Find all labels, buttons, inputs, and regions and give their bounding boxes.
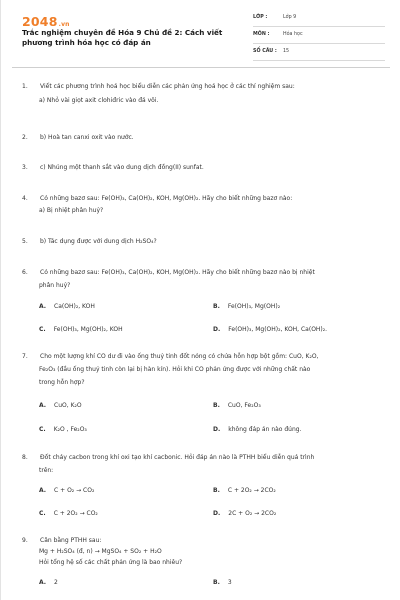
option-text: 2: [54, 579, 58, 586]
question-8-text-line2: trên:: [39, 467, 54, 474]
option-text: 2C + O₂ → 2CO₂: [228, 510, 277, 517]
option-a[interactable]: [39, 486, 94, 496]
option-text: không đáp án nào đúng.: [228, 426, 302, 433]
option-letter: D.: [213, 510, 221, 517]
option-d[interactable]: [213, 325, 327, 335]
question-text: Cân bằng PTHH sau:: [40, 537, 102, 544]
question-number: 4.: [22, 195, 28, 202]
meta-value: 15: [283, 49, 290, 54]
question-text: Có những bazơ sau: Fe(OH)₃, Ca(OH)₂, KOH, Mg(OH)₂. Hãy cho biết những bazơ nào:: [40, 195, 293, 202]
option-c[interactable]: [39, 325, 123, 335]
option-text: Ca(OH)₂, KOH: [54, 303, 95, 310]
question-text: c) Nhúng một thanh sắt vào dung dịch đồng(II) sunfat.: [40, 164, 204, 171]
question-7-text-line3: trong hỗn hợp?: [39, 379, 85, 386]
option-letter: A.: [39, 579, 47, 586]
meta-panel: [253, 13, 385, 64]
option-letter: C.: [39, 326, 46, 333]
option-letter: D.: [213, 426, 221, 433]
option-text: Fe(OH)₃, Mg(OH)₂, KOH: [53, 326, 123, 333]
question-text: b) Tác dụng được với dung dịch H₂SO₄?: [40, 238, 157, 245]
option-a[interactable]: [39, 401, 82, 411]
option-text: C + 2O₂ → 2CO₂: [227, 487, 276, 494]
option-letter: C.: [39, 510, 46, 517]
meta-key: LỚP :: [253, 15, 268, 20]
question-text: Có những bazơ sau: Fe(OH)₃, Ca(OH)₂, KOH, Mg(OH)₂. Hãy cho biết những bazơ nào bị nhiệt: [40, 269, 315, 276]
question-text: Đốt cháy cacbon trong khí oxi tạo khí cacbonic. Hỏi đáp án nào là PTHH biểu diễn quá trình: [40, 454, 315, 461]
option-text: CuO, K₂O: [54, 402, 82, 409]
option-d[interactable]: [213, 425, 302, 435]
document-title: Trắc nghiệm chuyên đề Hóa 9 Chủ đề 2: Cách viết phương trình hóa học có đáp án: [22, 28, 223, 47]
meta-value: Lớp 9: [283, 15, 297, 20]
meta-row-class: [253, 13, 385, 27]
question-number: 8.: [22, 454, 28, 461]
meta-value: Hóa học: [283, 32, 303, 37]
option-c[interactable]: [39, 509, 98, 519]
meta-row-subject: [253, 30, 385, 44]
question-number: 3.: [22, 164, 28, 171]
question-text: b) Hoà tan canxi oxit vào nước.: [40, 134, 134, 141]
question-number: 2.: [22, 134, 28, 141]
option-text: C + O₂ → CO₂: [54, 487, 95, 494]
question-number: 1.: [22, 83, 28, 90]
option-d[interactable]: [213, 509, 276, 519]
option-letter: A.: [39, 303, 47, 310]
option-letter: C.: [39, 426, 46, 433]
option-letter: A.: [39, 402, 47, 409]
option-text: Fe(OH)₃, Mg(OH)₂, KOH, Ca(OH)₂.: [228, 326, 328, 333]
question-6-text-line2: phân huỷ?: [39, 282, 71, 289]
question-text: Cho một lượng khí CO dư đi vào ống thuỷ tinh đốt nóng có chứa hỗn hợp bột gồm: CuO, K₂O,: [40, 353, 319, 360]
option-text: Fe(OH)₃, Mg(OH)₂: [227, 303, 281, 310]
option-text: 3: [227, 579, 232, 586]
question-number: 7.: [22, 353, 28, 360]
question-number: 9.: [22, 537, 28, 544]
option-text: K₂O , Fe₂O₃: [53, 426, 87, 433]
question-number: 5.: [22, 238, 28, 245]
logo-text: 2048: [22, 14, 58, 29]
logo-suffix: .vn: [58, 21, 70, 28]
option-letter: B.: [213, 402, 220, 409]
option-a[interactable]: [39, 302, 95, 312]
question-9-equation: Mg + H₂SO₄ (đ, n) → MgSO₄ + SO₂ + H₂O: [39, 548, 162, 555]
option-letter: A.: [39, 487, 47, 494]
option-b[interactable]: [213, 302, 280, 312]
option-letter: B.: [213, 579, 220, 586]
option-text: CuO, Fe₂O₃: [227, 402, 261, 409]
option-a[interactable]: [39, 578, 58, 588]
question-7-text-line2: Fe₂O₃ (đầu ống thuỷ tinh còn lại bị hàn kín). Hỏi khi CO phản ứng được với những chất nào: [39, 366, 311, 373]
option-letter: B.: [213, 303, 220, 310]
meta-key: MÔN :: [253, 32, 270, 37]
document-header: [1, 0, 400, 62]
option-text: C + 2O₂ → CO₂: [53, 510, 98, 517]
question-1-sub: a) Nhỏ vài giọt axit clohiđric vào đá vôi.: [39, 97, 159, 104]
option-b[interactable]: [213, 578, 232, 588]
meta-row-count: [253, 47, 385, 61]
meta-key: SỐ CÂU :: [253, 49, 277, 54]
option-c[interactable]: [39, 425, 87, 435]
option-letter: B.: [213, 487, 220, 494]
header-divider: [12, 67, 390, 68]
option-b[interactable]: [213, 486, 276, 496]
question-number: 6.: [22, 269, 28, 276]
option-b[interactable]: [213, 401, 261, 411]
option-letter: D.: [213, 326, 221, 333]
question-4-sub: a) Bị nhiệt phân huỷ?: [39, 207, 104, 214]
question-text: Viết các phương trình hoá học biểu diễn các phản ứng hoá học ở các thí nghiệm sau:: [40, 83, 295, 90]
site-logo[interactable]: [22, 14, 70, 29]
question-9-text-line3: Hỏi tổng hệ số các chất phản ứng là bao nhiêu?: [39, 559, 183, 566]
